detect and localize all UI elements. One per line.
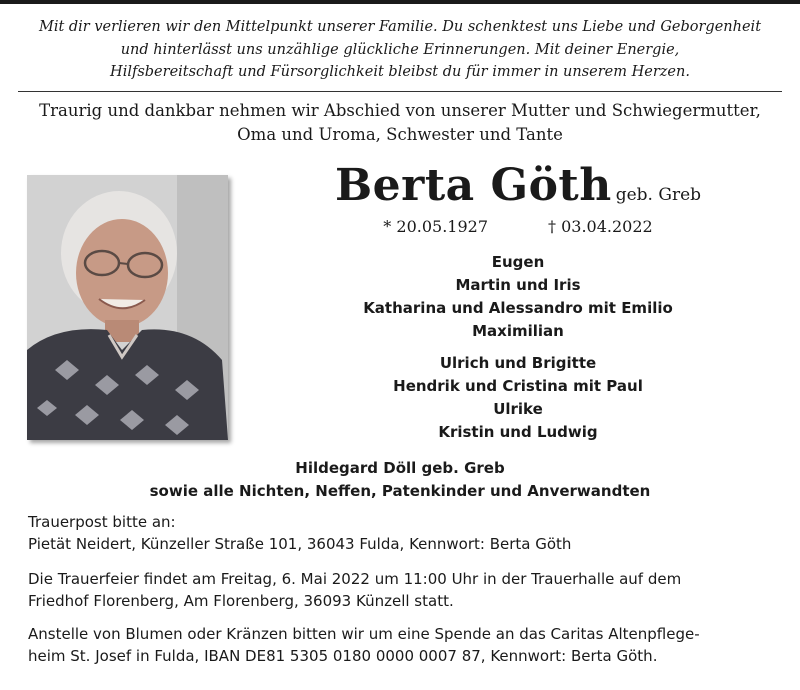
deceased-name-line	[236, 160, 800, 211]
divider	[18, 91, 782, 92]
mail-line: Trauerpost bitte an:	[28, 513, 176, 531]
family-member: Eugen	[491, 253, 545, 271]
family-member: Hendrik und Cristina mit Paul	[393, 377, 643, 395]
family-group-1	[236, 251, 800, 343]
intro-verse	[20, 16, 780, 84]
family-member: Ulrich und Brigitte	[439, 354, 597, 372]
donation-line: heim St. Josef in Fulda, IBAN DE81 5305 0180 0000 0007 87, Kennwort: Berta Göth.	[28, 647, 658, 665]
family-member: Ulrike	[493, 400, 543, 418]
family-member: Katharina und Alessandro mit Emilio	[363, 299, 673, 317]
donation-line: Anstelle von Blumen oder Kränzen bitten wir um eine Spende an das Caritas Altenpflege-	[28, 625, 700, 643]
portrait-photo	[27, 175, 228, 440]
family-member: Hildegard Döll geb. Greb	[295, 459, 505, 477]
mail-line: Pietät Neidert, Künzeller Straße 101, 36043 Fulda, Kennwort: Berta Göth	[28, 535, 572, 553]
family-member: Martin und Iris	[455, 276, 581, 294]
ceremony-line: Die Trauerfeier findet am Freitag, 6. Mai 2022 um 11:00 Uhr in der Trauerhalle auf dem	[28, 570, 682, 588]
maiden-name: geb. Greb	[615, 185, 702, 205]
lead-line: Oma und Uroma, Schwester und Tante	[237, 125, 563, 144]
family-group-3	[0, 457, 800, 503]
birth-date: * 20.05.1927	[383, 217, 488, 236]
donation-info	[28, 623, 768, 667]
ceremony-info	[28, 568, 768, 612]
intro-line: Mit dir verlieren wir den Mittelpunkt unserer Familie. Du schenktest uns Liebe und Geborgenheit	[38, 19, 762, 35]
lead-text	[20, 99, 780, 147]
family-member: Kristin und Ludwig	[438, 423, 598, 441]
deceased-name: Berta Göth	[334, 160, 612, 211]
family-member: sowie alle Nichten, Neffen, Patenkinder und Anverwandten	[149, 482, 651, 500]
death-date: † 03.04.2022	[548, 217, 653, 236]
mail-address	[28, 511, 768, 555]
intro-line: Hilfsbereitschaft und Fürsorglichkeit bleibst du für immer in unserem Herzen.	[110, 64, 690, 80]
family-group-2	[236, 352, 800, 444]
intro-line: und hinterlässt uns unzählige glückliche Erinnerungen. Mit deiner Energie,	[120, 41, 680, 58]
ceremony-line: Friedhof Florenberg, Am Florenberg, 36093 Künzell statt.	[28, 592, 454, 610]
family-member: Maximilian	[472, 322, 564, 340]
lead-line: Traurig und dankbar nehmen wir Abschied von unserer Mutter und Schwiegermutter,	[39, 101, 761, 120]
life-dates	[236, 217, 800, 236]
top-border	[0, 0, 800, 4]
